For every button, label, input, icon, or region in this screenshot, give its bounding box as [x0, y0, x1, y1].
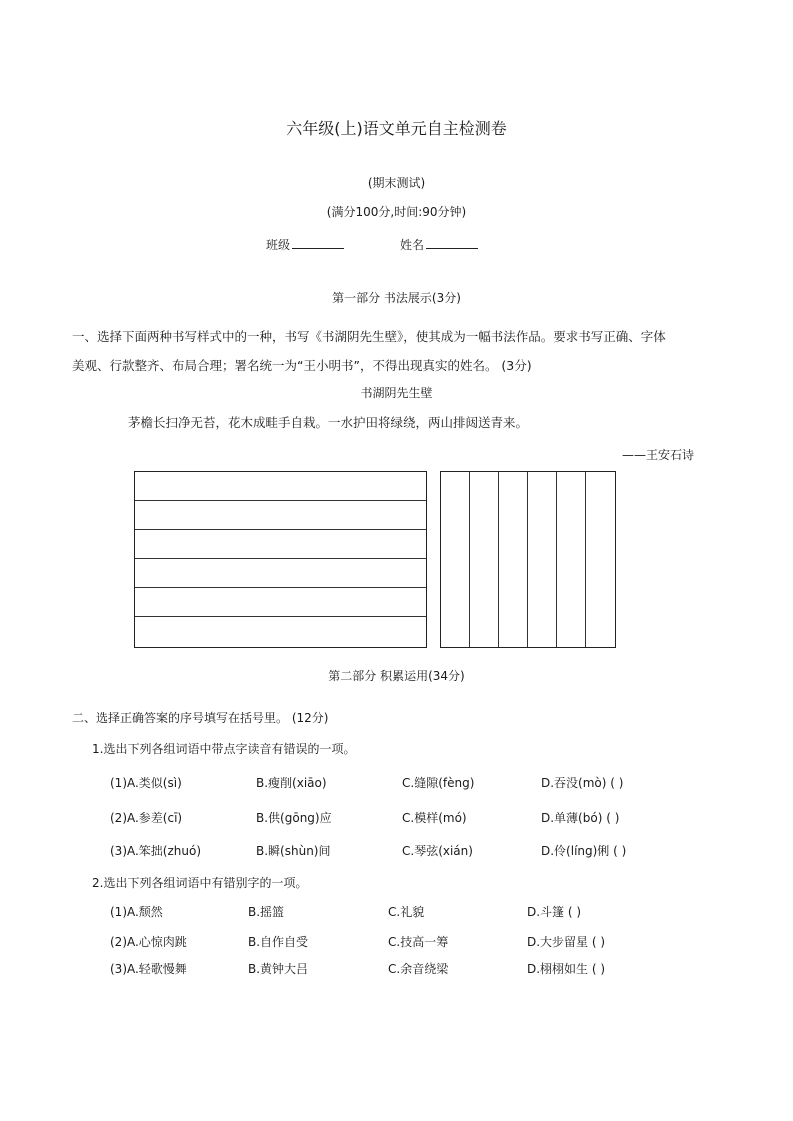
grid-line — [135, 558, 426, 559]
sub1-row1-option-b: B.瘦削(xiāo) — [256, 776, 327, 790]
poem-title: 书湖阴先生壁 — [360, 386, 433, 400]
q2-title: 二、选择正确答案的序号填写在括号里。 (12分) — [72, 711, 329, 725]
sub2-row1-option-c: C.礼貌 — [388, 905, 425, 919]
sub1-row1-option-c: C.缝隙(fèng) — [402, 776, 475, 790]
sub2-row3-option-a: (3)A.轻歌慢舞 — [110, 962, 187, 976]
sub2-row3-option-c: C.余音绕梁 — [388, 962, 449, 976]
grid-line — [556, 472, 557, 647]
sub2-row2-option-d[interactable]: D.大步留星 ( ) — [527, 935, 606, 949]
poem-author: ——王安石诗 — [622, 448, 695, 462]
name-label: 姓名 — [400, 238, 425, 252]
sub2-row1-option-b: B.摇篮 — [248, 905, 285, 919]
score-time: (满分100分,时间:90分钟) — [326, 205, 467, 219]
vertical-writing-grid[interactable] — [440, 471, 616, 648]
sub1-row2-option-d[interactable]: D.单薄(bó) ( ) — [541, 811, 620, 825]
sub1-prompt: 1.选出下列各组词语中带点字读音有错误的一项。 — [92, 742, 356, 756]
class-field — [266, 236, 344, 253]
sub1-row2-option-c: C.模样(mó) — [402, 811, 467, 825]
poem-text: 茅檐长扫净无苔，花木成畦手自栽。一水护田将绿绕，两山排闼送青来。 — [128, 415, 529, 430]
sub2-prompt: 2.选出下列各组词语中有错别字的一项。 — [92, 876, 308, 890]
class-label: 班级 — [266, 238, 291, 252]
name-field — [400, 236, 478, 253]
sub2-row1-option-a: (1)A.颓然 — [110, 905, 163, 919]
sub1-row3-option-d[interactable]: D.伶(líng)俐 ( ) — [541, 844, 627, 858]
exam-type: (期末测试) — [367, 176, 426, 190]
sub2-row2-option-a: (2)A.心惊肉跳 — [110, 935, 187, 949]
class-blank[interactable] — [292, 236, 344, 249]
q1-instruction-line2: 美观、行款整齐、布局合理；署名统一为“王小明书”，不得出现真实的姓名。 (3分) — [72, 358, 532, 373]
sub1-row3-option-b: B.瞬(shùn)间 — [256, 844, 331, 858]
grid-line — [135, 587, 426, 588]
name-blank[interactable] — [426, 236, 478, 249]
grid-line — [527, 472, 528, 647]
grid-line — [585, 472, 586, 647]
part2-heading: 第二部分 积累运用(34分) — [328, 669, 465, 683]
sub2-row3-option-d[interactable]: D.栩栩如生 ( ) — [527, 962, 606, 976]
page-title: 六年级(上)语文单元自主检测卷 — [286, 119, 507, 138]
grid-line — [135, 529, 426, 530]
q1-instruction-line1: 一、选择下面两种书写样式中的一种，书写《书湖阴先生壁》，使其成为一幅书法作品。要求书写正确、字体 — [72, 329, 666, 344]
grid-line — [498, 472, 499, 647]
sub1-row2-option-a: (2)A.参差(cī) — [110, 811, 183, 825]
sub1-row1-option-d[interactable]: D.吞没(mò) ( ) — [541, 776, 624, 790]
sub2-row1-option-d[interactable]: D.斗篷 ( ) — [527, 905, 582, 919]
grid-line — [135, 500, 426, 501]
sub2-row2-option-c: C.技高一筹 — [388, 935, 449, 949]
part1-heading: 第一部分 书法展示(3分) — [332, 291, 461, 305]
sub1-row2-option-b: B.供(gōng)应 — [256, 811, 332, 825]
grid-line — [469, 472, 470, 647]
sub2-row2-option-b: B.自作自受 — [248, 935, 309, 949]
sub1-row3-option-a: (3)A.笨拙(zhuó) — [110, 844, 202, 858]
sub1-row3-option-c: C.琴弦(xián) — [402, 844, 473, 858]
grid-line — [135, 616, 426, 617]
horizontal-writing-grid[interactable] — [134, 471, 427, 648]
sub1-row1-option-a: (1)A.类似(sì) — [110, 776, 182, 790]
sub2-row3-option-b: B.黄钟大吕 — [248, 962, 309, 976]
